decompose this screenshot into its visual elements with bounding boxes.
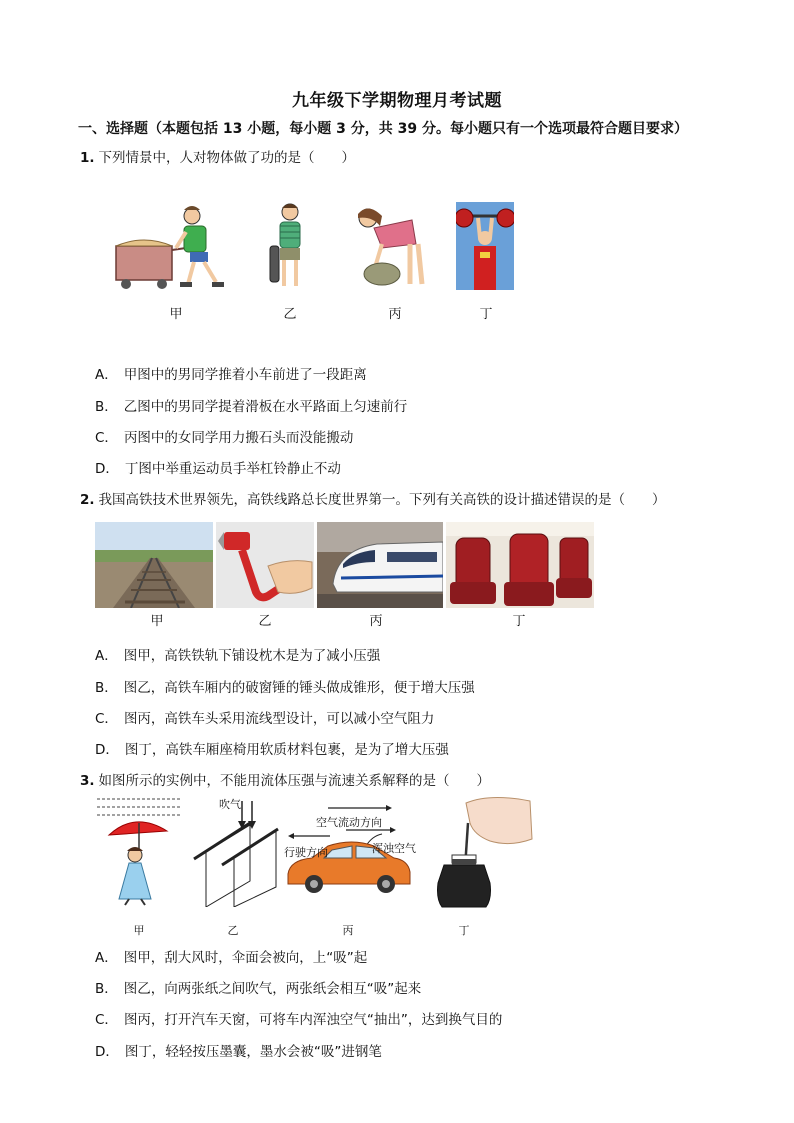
option-text: 图甲，高铁铁轨下铺设枕木是为了减小压强 [123,648,381,664]
q1-option-d [95,457,341,477]
option-letter: B． [95,399,118,415]
option-letter: A． [95,950,118,966]
label-airflow: 空气流动方向 [316,816,382,829]
option-text: 乙图中的男同学提着滑板在水平路面上匀速前行 [123,399,408,415]
q1-option-a [95,363,367,383]
section-heading: 一、选择题（本题包括 13 小题，每小题 3 分，共 39 分。每小题只有一个选项最符合题目要求） [78,121,688,137]
caption-bing: 丙 [388,307,402,322]
option-text: 图乙，高铁车厢内的破窗锤的锤头做成锥形，便于增大压强 [123,680,475,696]
q2-image-bing-train [317,522,443,608]
option-text: 图甲，刮大风时，伞面会被向，上“吸”起 [123,950,368,966]
caption-ding: 丁 [512,614,526,629]
question-stem: 如图所示的实例中，不能用流体压强与流速关系解释的是（ ） [98,773,491,789]
q3-option-b [95,977,421,997]
caption-yi: 乙 [258,614,272,629]
question-number: 1. [80,150,95,166]
q2-option-d [95,738,449,758]
question-number: 3. [80,773,95,789]
q1-image-jia [110,200,240,292]
option-text: 图乙，向两张纸之间吹气，两张纸会相互“吸”起来 [123,981,422,997]
option-text: 丁图中举重运动员手举杠铃静止不动 [124,461,341,477]
question-stem: 下列情景中，人对物体做了功的是（ ） [98,150,356,166]
q3-option-a [95,946,367,966]
q2-option-a [95,644,380,664]
q3-image-jia-umbrella [95,795,185,907]
option-letter: B． [95,981,118,997]
q3-option-c [95,1008,502,1028]
q1-option-b [95,395,407,415]
option-letter: D． [95,461,119,477]
option-letter: C． [95,711,118,727]
option-letter: B． [95,680,118,696]
label-drive: 行驶方向 [284,846,328,859]
option-letter: C． [95,1012,118,1028]
q1-option-c [95,426,353,446]
caption-jia: 甲 [169,307,183,322]
caption-ding: 丁 [458,924,470,937]
option-text: 图丁，轻轻按压墨囊，墨水会被“吸”进钢笔 [124,1044,382,1060]
option-text: 甲图中的男同学推着小车前进了一段距离 [123,367,367,383]
label-dirty: 浑浊空气 [372,842,416,855]
q1-image-bing [352,204,428,290]
caption-bing: 丙 [342,924,354,937]
caption-yi: 乙 [283,307,297,322]
q2-image-jia-railway [95,522,213,608]
q3-option-d [95,1040,382,1060]
question-number: 2. [80,492,95,508]
caption-jia: 甲 [133,924,145,937]
q3-image-ding-pen [430,795,534,913]
q2-image-yi-hammer [216,522,314,608]
question-2 [80,488,666,508]
option-text: 图丙，打开汽车天窗，可将车内浑浊空气“抽出”，达到换气目的 [123,1012,503,1028]
option-letter: D． [95,1044,119,1060]
q1-image-yi [266,200,314,292]
question-3 [80,769,490,789]
caption-bing: 丙 [369,614,383,629]
option-letter: A． [95,648,118,664]
caption-jia: 甲 [150,614,164,629]
question-stem: 我国高铁技术世界领先，高铁线路总长度世界第一。下列有关高铁的设计描述错误的是（ ） [98,492,666,508]
option-letter: A． [95,367,118,383]
page-title: 九年级下学期物理月考试题 [292,91,502,111]
option-text: 图丁，高铁车厢座椅用软质材料包裹，是为了增大压强 [124,742,449,758]
q1-image-ding [456,202,514,290]
q2-option-b [95,676,475,696]
option-text: 图丙，高铁车头采用流线型设计，可以减小空气阻力 [123,711,435,727]
option-letter: C． [95,430,118,446]
question-1 [80,146,355,166]
option-letter: D． [95,742,119,758]
q2-option-c [95,707,434,727]
caption-yi: 乙 [227,924,239,937]
option-text: 丙图中的女同学用力搬石头而没能搬动 [123,430,354,446]
caption-ding: 丁 [479,307,493,322]
label-blow: 吹气 [219,798,241,811]
q2-image-ding-seats [446,522,594,608]
